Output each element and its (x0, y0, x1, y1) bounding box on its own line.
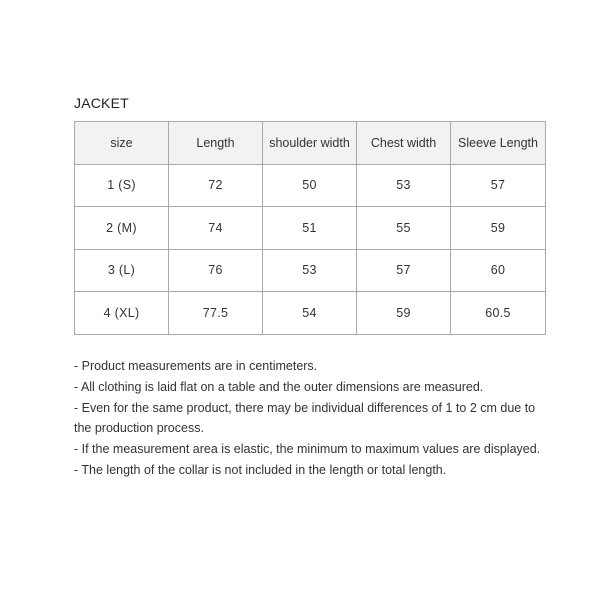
column-header-length: Length (169, 122, 263, 165)
size-chart-table (74, 121, 546, 335)
note-line: - Product measurements are in centimeters. (74, 359, 318, 373)
column-header-size: size (75, 122, 169, 165)
table-cell-length: 77.5 (169, 292, 263, 335)
table-cell-sleeve-length: 59 (451, 207, 546, 250)
table-cell-length: 72 (169, 164, 263, 207)
table-cell-sleeve-length: 57 (451, 164, 546, 207)
table-cell-chest-width: 59 (357, 292, 451, 335)
table-cell-shoulder-width: 54 (263, 292, 357, 335)
table-cell-sleeve-length: 60.5 (451, 292, 546, 335)
table-cell-length: 76 (169, 249, 263, 292)
column-header-chest-width: Chest width (357, 122, 451, 165)
table-cell-chest-width: 53 (357, 164, 451, 207)
note-line: - If the measurement area is elastic, the minimum to maximum values are displayed. (74, 442, 541, 457)
column-header-sleeve-length: Sleeve Length (451, 122, 546, 165)
table-row (75, 249, 546, 292)
table-cell-size: 2 (M) (75, 207, 169, 250)
measurement-notes (74, 356, 554, 481)
table-cell-shoulder-width: 50 (263, 164, 357, 207)
note-line: - All clothing is laid flat on a table and the outer dimensions are measured. (74, 379, 484, 394)
table-cell-size: 3 (L) (75, 249, 169, 292)
table-row (75, 164, 546, 207)
column-header-shoulder-width: shoulder width (263, 122, 357, 165)
note-line: - The length of the collar is not included in the length or total length. (74, 462, 447, 477)
table-cell-size: 4 (XL) (75, 292, 169, 335)
table-cell-size: 1 (S) (75, 164, 169, 207)
table-cell-sleeve-length: 60 (451, 249, 546, 292)
note-line: - Even for the same product, there may be individual differences of 1 to 2 cm due to the production process. (74, 400, 536, 436)
table-cell-shoulder-width: 53 (263, 249, 357, 292)
table-cell-shoulder-width: 51 (263, 207, 357, 250)
table-row (75, 292, 546, 335)
table-header-row (75, 122, 546, 165)
table-cell-length: 74 (169, 207, 263, 250)
table-row (75, 207, 546, 250)
page-title: JACKET (74, 95, 129, 111)
table-cell-chest-width: 55 (357, 207, 451, 250)
table-cell-chest-width: 57 (357, 249, 451, 292)
